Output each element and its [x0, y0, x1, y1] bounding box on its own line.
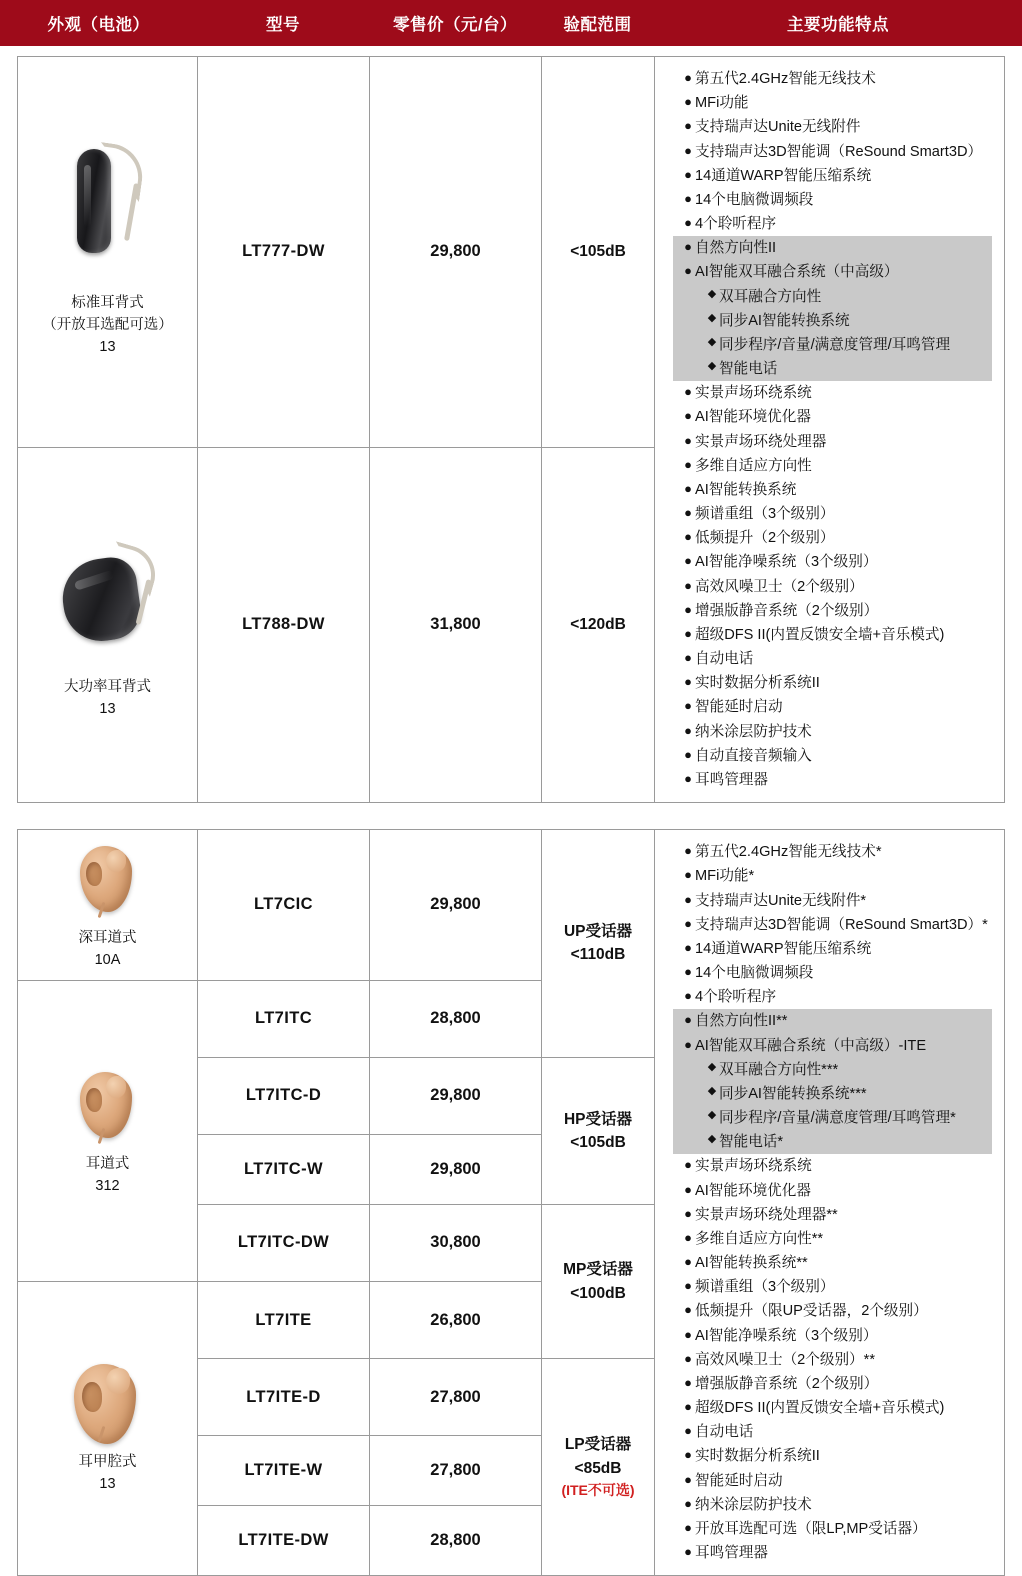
bullet-icon: ● — [684, 142, 692, 158]
feature-item — [673, 937, 992, 961]
bullet-icon: ● — [684, 1012, 692, 1028]
feature-item — [673, 1324, 992, 1348]
bullet-icon: ● — [684, 1302, 692, 1318]
feature-item — [673, 188, 992, 212]
feature-text: 4个聆听程序 — [695, 216, 777, 233]
feature-text: 14通道WARP智能压缩系统 — [695, 167, 872, 184]
feature-item — [673, 1203, 992, 1227]
bullet-icon: ● — [684, 166, 692, 182]
bte-product-table — [17, 56, 1005, 803]
feature-text: 纳米涂层防护技术 — [695, 723, 812, 740]
feature-text: 自然方向性II — [695, 240, 777, 257]
feature-sub-item — [673, 309, 992, 333]
bullet-icon: ● — [684, 625, 692, 641]
diamond-bullet-icon: ◆ — [707, 1060, 717, 1073]
bullet-icon: ● — [684, 722, 692, 738]
feature-text: 实景声场环绕处理器** — [695, 1206, 838, 1223]
feature-item — [673, 744, 992, 768]
feature-item — [673, 1469, 992, 1493]
feature-item — [673, 1227, 992, 1251]
feature-item — [673, 1275, 992, 1299]
bullet-icon: ● — [684, 770, 692, 786]
feature-item — [673, 695, 992, 719]
price-cell: 27,800 — [370, 1436, 542, 1506]
bullet-icon: ● — [684, 577, 692, 593]
model-cell: LT7ITE-DW — [198, 1506, 370, 1576]
feature-text: 频谱重组（3个级别） — [695, 1279, 835, 1296]
feature-group — [673, 381, 992, 792]
feature-text: 自动直接音频输入 — [695, 747, 812, 764]
feature-item — [673, 91, 992, 115]
feature-item — [673, 985, 992, 1009]
feature-text: 实景声场环绕系统 — [695, 1158, 812, 1175]
bullet-icon: ● — [684, 505, 692, 521]
feature-item — [673, 381, 992, 405]
feature-item — [673, 1299, 992, 1323]
feature-text: 增强版静音系统（2个级别） — [695, 1375, 879, 1392]
model-cell: LT7ITC-W — [198, 1134, 370, 1204]
feature-text: 实时数据分析系统II — [695, 1448, 820, 1465]
model-cell: LT7ITE-D — [198, 1359, 370, 1436]
bullet-icon: ● — [684, 1423, 692, 1439]
feature-item — [673, 430, 992, 454]
receiver-type-label: UP受话器 — [563, 923, 633, 941]
table-row — [18, 57, 1005, 448]
features-list-custom — [655, 830, 1004, 1575]
feature-text: 第五代2.4GHz智能无线技术 — [695, 71, 876, 87]
bullet-icon: ● — [684, 601, 692, 617]
feature-text: 超级DFS II(内置反馈安全墙+音乐模式) — [695, 626, 945, 643]
bullet-icon: ● — [684, 1036, 692, 1052]
feature-text: 智能电话* — [719, 1134, 784, 1151]
feature-item — [673, 212, 992, 236]
feature-item — [673, 768, 992, 792]
receiver-range-note: (ITE不可选) — [561, 1481, 635, 1498]
feature-item — [673, 405, 992, 429]
battery-size: 13 — [99, 1475, 116, 1492]
feature-text: AI智能双耳融合系统（中高级）-ITE — [695, 1037, 927, 1054]
features-cell-bte — [655, 57, 1005, 803]
bte-power-icon — [43, 527, 173, 677]
receiver-range-value: <100dB — [570, 1284, 626, 1302]
fitting-range-cell-lp — [542, 1359, 655, 1576]
feature-item — [673, 1372, 992, 1396]
appearance-label-line1: 深耳道式 — [78, 930, 137, 947]
bullet-icon: ● — [684, 456, 692, 472]
column-header-features: 主要功能特点 — [787, 16, 889, 34]
price-cell: 28,800 — [370, 980, 542, 1057]
feature-item — [673, 671, 992, 695]
feature-text: AI智能净噪系统（3个级别） — [695, 554, 878, 571]
feature-sub-item — [673, 1082, 992, 1106]
bullet-icon: ● — [684, 1254, 692, 1270]
feature-item — [673, 1541, 992, 1565]
diamond-bullet-icon: ◆ — [707, 1109, 717, 1122]
bullet-icon: ● — [684, 239, 692, 255]
bullet-icon: ● — [684, 190, 692, 206]
feature-item — [673, 1009, 992, 1033]
feature-item — [673, 478, 992, 502]
feature-text: 同步程序/音量/满意度管理/耳鸣管理* — [719, 1110, 956, 1127]
diamond-bullet-icon: ◆ — [707, 287, 717, 300]
feature-item — [673, 550, 992, 574]
feature-text: 多维自适应方向性** — [695, 1230, 824, 1247]
receiver-type-label: MP受话器 — [563, 1261, 633, 1279]
battery-size: 10A — [94, 951, 121, 968]
feature-text: 同步AI智能转换系统 — [719, 312, 850, 329]
bullet-icon: ● — [684, 384, 692, 400]
column-header-price: 零售价（元/台） — [392, 16, 518, 34]
feature-text: 实时数据分析系统II — [695, 675, 820, 692]
fitting-range-cell-hp — [542, 1057, 655, 1204]
appearance-cell-bte-power — [18, 447, 198, 803]
battery-size: 13 — [99, 700, 116, 717]
feature-item — [673, 961, 992, 985]
bullet-icon: ● — [684, 118, 692, 134]
feature-item — [673, 889, 992, 913]
bullet-icon: ● — [684, 432, 692, 448]
feature-sub-item — [673, 1130, 992, 1154]
bullet-icon: ● — [684, 1374, 692, 1390]
feature-item — [673, 1444, 992, 1468]
table-row — [18, 830, 1005, 981]
bullet-icon: ● — [684, 1278, 692, 1294]
feature-item — [673, 1396, 992, 1420]
feature-text: 多维自适应方向性 — [695, 457, 812, 474]
price-cell: 29,800 — [370, 830, 542, 981]
bullet-icon: ● — [684, 915, 692, 931]
fitting-range-cell: <105dB — [542, 57, 655, 448]
bullet-icon: ● — [684, 529, 692, 545]
feature-item — [673, 115, 992, 139]
bte-standard-icon — [53, 143, 163, 293]
feature-group — [673, 840, 992, 1009]
bullet-icon: ● — [684, 1447, 692, 1463]
feature-text: 14个电脑微调频段 — [695, 965, 814, 982]
feature-sub-item — [673, 333, 992, 357]
feature-text: 第五代2.4GHz智能无线技术* — [695, 844, 882, 861]
appearance-label-line1: 耳甲腔式 — [78, 1453, 137, 1470]
feature-item — [673, 720, 992, 744]
feature-text: MFi功能 — [695, 95, 749, 112]
appearance-cell-bte-standard — [18, 57, 198, 448]
diamond-bullet-icon: ◆ — [707, 1084, 717, 1097]
feature-text: 4个聆听程序 — [695, 989, 777, 1006]
feature-text: 双耳融合方向性 — [719, 288, 822, 305]
feature-text: 高效风噪卫士（2个级别）** — [695, 1351, 876, 1368]
bullet-icon: ● — [684, 674, 692, 690]
feature-item — [673, 67, 992, 91]
feature-item — [673, 1154, 992, 1178]
feature-item — [673, 1348, 992, 1372]
feature-item — [673, 1420, 992, 1444]
receiver-range-value: <110dB — [570, 946, 626, 964]
feature-text: 实景声场环绕系统 — [695, 385, 812, 402]
bullet-icon: ● — [684, 1181, 692, 1197]
bullet-icon: ● — [684, 746, 692, 762]
appearance-cell-ite — [18, 1282, 198, 1576]
feature-text: AI智能转换系统 — [695, 481, 797, 498]
feature-text: 支持瑞声达3D智能调（ReSound Smart3D） — [695, 143, 983, 160]
model-cell: LT7ITE — [198, 1282, 370, 1359]
receiver-range-value: <85dB — [574, 1459, 622, 1477]
features-cell-custom — [655, 830, 1005, 1576]
feature-text: 支持瑞声达Unite无线附件* — [695, 892, 867, 909]
bullet-icon: ● — [684, 480, 692, 496]
price-cell: 29,800 — [370, 1134, 542, 1204]
bullet-icon: ● — [684, 1229, 692, 1245]
table-header-band — [0, 0, 1022, 46]
model-cell: LT7CIC — [198, 830, 370, 981]
feature-text: 耳鸣管理器 — [695, 1545, 768, 1562]
bullet-icon: ● — [684, 553, 692, 569]
feature-sub-item — [673, 1058, 992, 1082]
receiver-type-label: LP受话器 — [564, 1436, 632, 1454]
feature-text: 纳米涂层防护技术 — [695, 1496, 812, 1513]
feature-text: 自动电话 — [695, 1424, 754, 1441]
column-header-fitting-range: 验配范围 — [563, 16, 632, 34]
diamond-bullet-icon: ◆ — [707, 1133, 717, 1146]
feature-item — [673, 647, 992, 671]
model-cell: LT7ITC — [198, 980, 370, 1057]
feature-text: AI智能双耳融合系统（中高级） — [695, 264, 899, 281]
model-cell: LT788-DW — [198, 447, 370, 803]
custom-product-table — [17, 829, 1005, 1576]
cic-icon — [62, 836, 154, 928]
ite-icon — [62, 1360, 154, 1452]
appearance-label-line1: 大功率耳背式 — [64, 679, 151, 696]
feature-text: 同步AI智能转换系统*** — [719, 1085, 867, 1102]
bullet-icon: ● — [684, 650, 692, 666]
feature-text: AI智能环境优化器 — [695, 1182, 811, 1199]
feature-item — [673, 1034, 992, 1058]
price-cell: 27,800 — [370, 1359, 542, 1436]
bullet-icon: ● — [684, 891, 692, 907]
feature-sub-item — [673, 1106, 992, 1130]
feature-text: 自动电话 — [695, 651, 754, 668]
receiver-type-label: HP受话器 — [563, 1110, 633, 1128]
price-cell: 29,800 — [370, 57, 542, 448]
bullet-icon: ● — [684, 1157, 692, 1173]
bullet-icon: ● — [684, 1399, 692, 1415]
feature-text: 14个电脑微调频段 — [695, 191, 814, 208]
feature-text: 14通道WARP智能压缩系统 — [695, 940, 872, 957]
price-cell: 29,800 — [370, 1057, 542, 1134]
feature-text: 高效风噪卫士（2个级别） — [695, 578, 864, 595]
feature-text: 智能延时启动 — [695, 1472, 783, 1489]
bullet-icon: ● — [684, 698, 692, 714]
feature-item — [673, 1517, 992, 1541]
feature-item — [673, 140, 992, 164]
feature-item — [673, 864, 992, 888]
bullet-icon: ● — [684, 1350, 692, 1366]
column-header-appearance: 外观（电池） — [47, 16, 150, 34]
appearance-label-line1: 标准耳背式 — [71, 295, 144, 312]
feature-item — [673, 913, 992, 937]
bullet-icon: ● — [684, 263, 692, 279]
bullet-icon: ● — [684, 867, 692, 883]
features-list-bte — [655, 57, 1004, 802]
bullet-icon: ● — [684, 1495, 692, 1511]
feature-text: AI智能净噪系统（3个级别） — [695, 1327, 878, 1344]
feature-text: 支持瑞声达3D智能调（ReSound Smart3D）* — [695, 916, 988, 933]
feature-item — [673, 454, 992, 478]
feature-item — [673, 260, 992, 284]
feature-item — [673, 1179, 992, 1203]
feature-text: MFi功能* — [695, 868, 755, 885]
model-cell: LT777-DW — [198, 57, 370, 448]
feature-text: AI智能转换系统** — [695, 1255, 808, 1272]
price-cell: 26,800 — [370, 1282, 542, 1359]
fitting-range-cell-mp — [542, 1204, 655, 1358]
itc-icon — [62, 1062, 154, 1154]
bullet-icon: ● — [684, 215, 692, 231]
receiver-range-value: <105dB — [570, 1133, 626, 1151]
appearance-cell-itc — [18, 980, 198, 1281]
bullet-icon: ● — [684, 1326, 692, 1342]
model-cell: LT7ITC-D — [198, 1057, 370, 1134]
feature-group — [673, 1154, 992, 1565]
feature-item — [673, 575, 992, 599]
feature-text: 智能电话 — [719, 361, 778, 378]
bullet-icon: ● — [684, 964, 692, 980]
feature-group-highlighted — [673, 1009, 992, 1154]
model-cell: LT7ITE-W — [198, 1436, 370, 1506]
bullet-icon: ● — [684, 1471, 692, 1487]
bullet-icon: ● — [684, 1519, 692, 1535]
feature-text: 低频提升（2个级别） — [695, 530, 835, 547]
bullet-icon: ● — [684, 1205, 692, 1221]
fitting-range-cell: <120dB — [542, 447, 655, 803]
feature-text: 智能延时启动 — [695, 699, 783, 716]
feature-text: 双耳融合方向性*** — [719, 1061, 839, 1078]
feature-text: 开放耳选配可选（限LP,MP受话器） — [695, 1520, 927, 1537]
feature-group-highlighted — [673, 236, 992, 381]
column-header-model: 型号 — [266, 16, 300, 34]
feature-sub-item — [673, 285, 992, 309]
feature-text: 自然方向性II** — [695, 1013, 788, 1030]
appearance-cell-cic — [18, 830, 198, 981]
battery-size: 13 — [99, 338, 116, 355]
diamond-bullet-icon: ◆ — [707, 335, 717, 348]
price-cell: 30,800 — [370, 1204, 542, 1281]
diamond-bullet-icon: ◆ — [707, 360, 717, 373]
price-cell: 31,800 — [370, 447, 542, 803]
feature-text: 超级DFS II(内置反馈安全墙+音乐模式) — [695, 1400, 945, 1417]
feature-item — [673, 164, 992, 188]
bullet-icon: ● — [684, 939, 692, 955]
bullet-icon: ● — [684, 988, 692, 1004]
feature-text: AI智能环境优化器 — [695, 409, 811, 426]
feature-text: 低频提升（限UP受话器，2个级别） — [695, 1303, 928, 1320]
bullet-icon: ● — [684, 1544, 692, 1560]
appearance-label-line2: （开放耳选配可选） — [42, 316, 173, 333]
feature-item — [673, 599, 992, 623]
bullet-icon: ● — [684, 94, 692, 110]
appearance-label-line1: 耳道式 — [85, 1156, 130, 1173]
battery-size: 312 — [95, 1177, 120, 1194]
feature-text: 同步程序/音量/满意度管理/耳鸣管理 — [719, 336, 951, 353]
feature-item — [673, 840, 992, 864]
feature-item — [673, 623, 992, 647]
feature-text: 耳鸣管理器 — [695, 771, 768, 788]
feature-sub-item — [673, 357, 992, 381]
feature-item — [673, 1493, 992, 1517]
bullet-icon: ● — [684, 843, 692, 859]
feature-text: 频谱重组（3个级别） — [695, 506, 835, 523]
feature-item — [673, 502, 992, 526]
bullet-icon: ● — [684, 70, 692, 85]
feature-item — [673, 1251, 992, 1275]
model-cell: LT7ITC-DW — [198, 1204, 370, 1281]
bullet-icon: ● — [684, 408, 692, 424]
feature-item — [673, 526, 992, 550]
diamond-bullet-icon: ◆ — [707, 311, 717, 324]
feature-text: 增强版静音系统（2个级别） — [695, 602, 879, 619]
feature-group — [673, 67, 992, 236]
price-cell: 28,800 — [370, 1506, 542, 1576]
fitting-range-cell-up — [542, 830, 655, 1058]
feature-text: 支持瑞声达Unite无线附件 — [695, 119, 861, 136]
feature-item — [673, 236, 992, 260]
feature-text: 实景声场环绕处理器 — [695, 433, 827, 450]
